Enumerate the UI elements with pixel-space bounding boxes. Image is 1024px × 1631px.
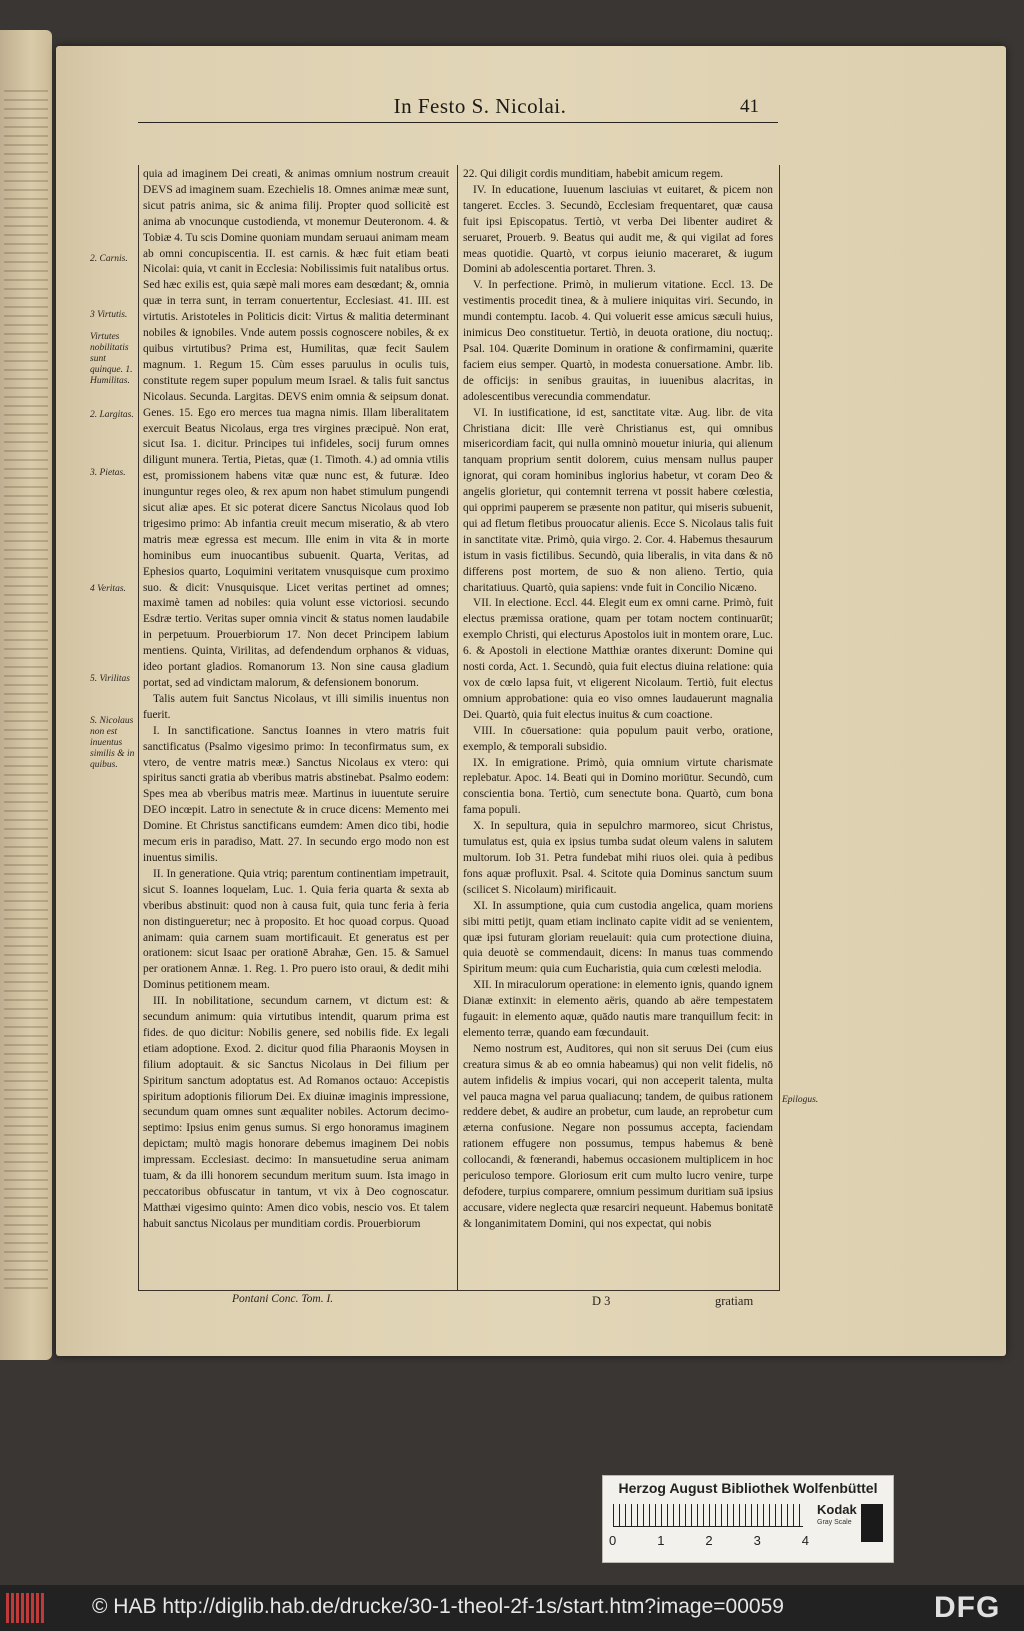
header-rule <box>138 122 778 123</box>
ruler-number: 1 <box>657 1533 665 1548</box>
paragraph: quia ad imaginem Dei creati, & animas omnium nostrum creauit DEVS ad imaginem suam. Ezechielis 18. Omnes animæ meæ sunt, sicut patris anima, sic & anima filij. Propter quod sollicitè est anima ab vnocunque custodienda, vt monemur Deuteronom. 4. & Tobiæ 4. Tu scis Domine quoniam mundam seruaui animam meam ab omni concupiscentia. II. est carnis. & hæc fuit etiam beati Nicolai: quia, vt canit in Ecclesia: Nobilissimis fuit natalibus ortus. Sed hæc exilis est, quia sæpè mali mores eam desœdant; &, omnia quæ in terra sunt, in terram conuertentur, Ecclesiast. 41. III. est virtutis. Aristoteles in Politicis dicit: Virtus & malitia determinant nobiles & ignobiles. Vnde autem possis cognoscere nobiles, & ex quibus virtutibus? Prima est, Humilitas, quæ fecit Saulem magnum. 1. Regum 15. Cùm esses paruulus in oculis tuis, constitute regem super populum meum Israel. & talis fuit sanctus Nicolaus. Secunda. Largitas. DEVS enim omnia & seipsum donat. Genes. 15. Ego ero merces tua magna nimis. Illam liberalitatem exercuit Beatus Nicolaus, erga tres virgines præcipuè. Non erat, sicut Isa. 1. dicitur. Principes tui infideles, socij furum omnes diligunt munera. Tertia, Pietas, quæ (1. Timoth. 4.) ad omnia vtilis est, promissionem habens vitæ quæ nunc est, & futuræ. Ideo inunguntur reges oleo, & rex apum non habet stimulum pungendi sicut aliæ apes. Et sic poterat dicere Sanctus Nicolaus quod Iob trigesimo primo: Ab infantia creuit mecum miseratio, & ab vtero matris meæ egressa est mecum. Ille enim in vita & in morte hominibus eum inuocantibus subuenit. Quarta, Veritas, ad Ephesios quarto, Loquimini veritatem vnusquisque cum proximo suo. & dicit: Vnusquisque. Licet veritas pertinet ad omnes; maximè tamen ad nobiles: quia volunt esse victoriosi. secundo Esdræ tertio. Veritas super omnia vincit & status nomen laudabile in perpetuum. Prouerbiorum 17. Non decet Principem labium mentiens. Quinta, Virilitas, ad defendendum orphanos & viduas, ideo portant gladios. Romanorum 13. Non sine causa gladium portat, sed ad vindictam malorum, & defensionem bonorum. <box>143 168 449 689</box>
paragraph: VII. In electione. Eccl. 44. Elegit eum ex omni carne. Primò, fuit electus præmissa oratione, quam per totam noctem continuarūt; exemplo Christi, qui electurus Apostolos iuit in montem orare, Luc. 6. & Apostoli in electione Matthiæ orantes dixerunt: Domine qui nosti corda, Act. 1. Secundò, quia fuit electus diuina relatione: quia vox de cœlo lapsa fuit, vt eligerent Nicolaum. Tertiò, fuit electus omnium approbatione: quia eo viso omnes laudauerunt magnalia Dei. Quartò, quia fuit electus inuitus & cum coactione. <box>463 597 773 721</box>
library-name: Herzog August Bibliothek Wolfenbüttel <box>618 1480 878 1496</box>
paragraph: VIII. In cōuersatione: quia populum pauit verbo, oratione, exemplo, & temporali subsidio. <box>463 724 773 753</box>
paragraph: Talis autem fuit Sanctus Nicolaus, vt illi similis inuentus non fuerit. <box>143 692 449 721</box>
paragraph: III. In nobilitatione, secundum carnem, vt dictum est: & secundum animum: quia virtutibus intendit, quarum prima est fides. de quo dicitur: Nobilis genere, sed nobilis fide. Ex legali etiam adoptione. Exod. 2. dicitur quod filia Pharaonis Moysen in filium adoptauit. & sic Sanctus Nicolaus in Dei filium per Spiritum sanctum adoptatus est. Ad Romanos octauo: Accepistis spiritum adoptionis filiorum Dei. Ex diuinæ imaginis impressione, secundum quam omnes sunt æqualiter nobiles. Actorum decimo-septimo: Ipsius enim genus sumus. Si ergo honoramus imaginem depictam; multò magis honorare debemus imaginem Dei nobis impressam. Ecclesiast. decimo: In mansuetudine serua animam tuam, & da illi honorem secundum meritum suum. Ista imago in peccatoribus obfuscatur in tantum, vt vix à Deo cognoscatur. Matthæi vigesimo quinto: Amen dico vobis, nescio vos. Et talem habuit sanctus Nicolaus per munditiam cordis. Prouerbiorum <box>143 995 449 1230</box>
ruler-number: 0 <box>609 1533 617 1548</box>
credit-url[interactable]: © HAB http://diglib.hab.de/drucke/30-1-theol-2f-1s/start.htm?image=00059 <box>92 1595 784 1618</box>
column-divider <box>457 165 458 1290</box>
ruler-scale <box>613 1504 803 1527</box>
paragraph: V. In perfectione. Primò, in mulierum vitatione. Eccl. 13. De vestimentis procedit tinea, & à muliere iniquitas viri. Secundo, in mundi contemptu. Iacob. 4. Qui voluerit esse amicus sæculi huius, inimicus Deo constituetur. Tertiò, in deuota oratione, diu noctuq;. Psal. 104. Quærite Dominum in oratione & confirmamini, quærite faciem eius semper. Quartò, in modesta conuersatione. Ambr. lib. de officijs: in senibus grauitas, in iuuenibus alacritas, in adolescentibus verecundia commendatur. <box>463 279 773 403</box>
paragraph: Nemo nostrum est, Auditores, qui non sit seruus Dei (cum eius creatura simus & ab eo omnia habeamus) qui non velit fidelis, nō autem infidelis & impius vocari, qui non acceperit talenta, multa vel pauca magna vel parua qualiacunq; tandem, de quibus rationem reddere debet, & audire an probetur, cum laude, an reprobetur cum æterna confusione. Negare non possumus accepta, faciendam rationem effugere non possumus, tempus habemus & benè collocandi, & fœnerandi, habemus occasionem multiplicem in hoc periculoso tempore. Gloriosum erit cum multo lucro venire, turpe defodere, turpius comparere, omnium pessimum duritiam suā ipsius accusare, videre neglecta quæ resarciri nequeunt. Habemus bonitatē & longanimitatem Domini, qui nos expectat, qui nobis <box>463 1042 773 1230</box>
footer-book-title: Pontani Conc. Tom. I. <box>232 1293 334 1305</box>
adjacent-page-edge <box>0 30 52 1360</box>
margin-note-epilogus: Epilogus. <box>782 1095 819 1105</box>
running-title: In Festo S. Nicolai. <box>393 94 567 118</box>
gray-scale-patch <box>861 1504 883 1542</box>
folio-number: 41 <box>740 96 759 117</box>
adjacent-page-text-shadow <box>4 90 48 1290</box>
margin-note-virtutis: 3 Virtutis. <box>90 310 128 320</box>
margin-note-pietas: 3. Pietas. <box>90 468 126 478</box>
margin-note-carnis: 2. Carnis. <box>90 254 128 264</box>
gray-scale-caption: Gray Scale <box>817 1519 852 1526</box>
margin-note-nicolaus: S. Nicolaus non est inuentus similis & in quibus. <box>90 716 135 770</box>
paragraph: XI. In assumptione, quia cum custodia angelica, quam moriens sibi mitti petijt, quam etiam inclinato capite vidit ad se venientem, quæ ipsi futuram gloriam reuelauit: quia cum protectione diuina, quia deuotè se commendauit, dicens: In manus tuas commendo Spiritum meum: quia cum Eucharistia, quia cum cœlesti melodia. <box>463 899 773 976</box>
ruler-number: 4 <box>801 1533 809 1548</box>
kodak-brand: Kodak <box>817 1502 857 1517</box>
library-label <box>602 1475 894 1563</box>
footer-signature: D 3 <box>592 1294 611 1308</box>
left-text-column <box>143 167 449 1285</box>
margin-note-veritas: 4 Veritas. <box>90 584 126 594</box>
paragraph: VI. In iustificatione, id est, sanctitate vitæ. Aug. libr. de vita Christiana dicit: Ille verè Christianus est, qui omnibus misericordiam facit, qui nulla omninò mouetur iniuria, qui alienum tanquam proprium sentit dolorem, cuius mensam nullus pauper ignorat, qui coram hominibus inglorius habetur, vt coram Deo & angelis glorietur, qui contemnit terrena vt possit habere cœlestia, qui opprimi pauperem se præsente non patitur, qui miseris subuenit, qui ad fletum fletibus prouocatur alienis. Ecce S. Nicolaus talis fuit in sanctitate vitæ. Primò, quia virgo. 2. Cor. 4. Habemus thesaurum istum in vasis fictilibus. Secundò, quia liberalis, in vita dans & nō differens post mortem, de suo & non alieno. Tertio, quia charitatiuus. Quartò, quia sapiens: vnde fuit in Concilio Nicæno. <box>463 406 773 594</box>
dfg-logo: DFG <box>934 1591 1001 1624</box>
bottom-credit-bar <box>0 1585 1024 1631</box>
paragraph: X. In sepultura, quia in sepulchro marmoreo, sicut Christus, tumulatus est, quia ex ipsius tumba sudat oleum valens in salutem multorum. Iob 31. Petra fundebat mihi riuos olei. quia à pedibus fons aquæ profluxit. Psal. 4. Scitote quia Dominus sanctum suum (scilicet S. Nicolaum) mirificauit. <box>463 820 773 896</box>
margin-note-virilitas: 5. Virilitas <box>90 674 130 684</box>
barcode-icon <box>6 1593 46 1623</box>
margin-note-largitas: 2. Largitas. <box>90 410 134 420</box>
margin-note-virtutes: Virtutes nobilitatis sunt quinque. 1. Humilitas. <box>90 332 133 386</box>
ruler-number: 3 <box>753 1533 761 1548</box>
paragraph: I. In sanctificatione. Sanctus Ioannes in vtero matris fuit sanctificatus (Psalmo vigesimo primo: In teconfirmatus sum, ex vtero, de ventre matris meæ.) Sanctus Nicolaus ex vtero: qui spiritus sancti gratia ab vberibus matris abstinebat. Psalmo eodem: Spes mea ab vberibus matris meæ. Martinus in iuuentute seruire DEO incœpit. Latro in senectute & in cruce dicens: Memento mei Domine. Et Christus sanctificans eumdem: Amen dico tibi, hodie mecum eris in paradiso, Matt. 27. In secundo ergo modo non est inuentus similis. <box>143 724 449 864</box>
paragraph: 22. Qui diligit cordis munditiam, habebit amicum regem. <box>463 168 724 180</box>
footer-catchword: gratiam <box>715 1294 754 1308</box>
paragraph: II. In generatione. Quia vtriq; parentum continentiam impetrauit, sicut S. Ioannes loquelam, Luc. 1. Quia feria quarta & sexta ab vberibus abstinuit: quod non à causa fuit, quia tunc feria à feria non distingueretur; nec à proposito. Et hoc quoad corpus. Quoad animam: quia carnem suam mortificauit. Et generatus est per orationem: sicut Isaac per orationē Abrahæ, Gen. 15. & Samuel per orationem Annæ. 1. Reg. 1. Pro puero isto oraui, & dedit mihi Dominus petitionem meam. <box>143 867 449 992</box>
right-text-column <box>463 167 773 1285</box>
ruler-numbers <box>609 1533 809 1548</box>
ruler-number: 2 <box>705 1533 713 1548</box>
paragraph: IV. In educatione, Iuuenum lasciuias vt euitaret, & picem non tangeret. Eccles. 3. Secundò, Ecclesiam frequentaret, quæ causa fuit ipsi Episcopatus. Tertiò, vt verba Dei libenter audiret & seruaret, Prouerb. 9. Beatus qui audit me, & qui vigilat ad fores meas quotidie. Quartò, vt corpus ieiunio maceraret, & iugum Domini ab adolescentia portaret. Thren. 3. <box>463 183 773 276</box>
paragraph: XII. In miraculorum operatione: in elemento ignis, quando ignem Dianæ extinxit: in elemento aëris, quando ab aëre tempestatem fugauit: in elemento aquæ, quādo nautis mare tranquillum fecit: in elemento terræ, quando eam fœcundauit. <box>463 979 773 1039</box>
paragraph: IX. In emigratione. Primò, quia omnium virtute charismate replebatur. Apoc. 14. Beati qui in Domino moriūtur. Secundò, cum conscientia bona. Tertiò, cum senectute bona. Quartò, cum bona fama populi. <box>463 756 773 817</box>
